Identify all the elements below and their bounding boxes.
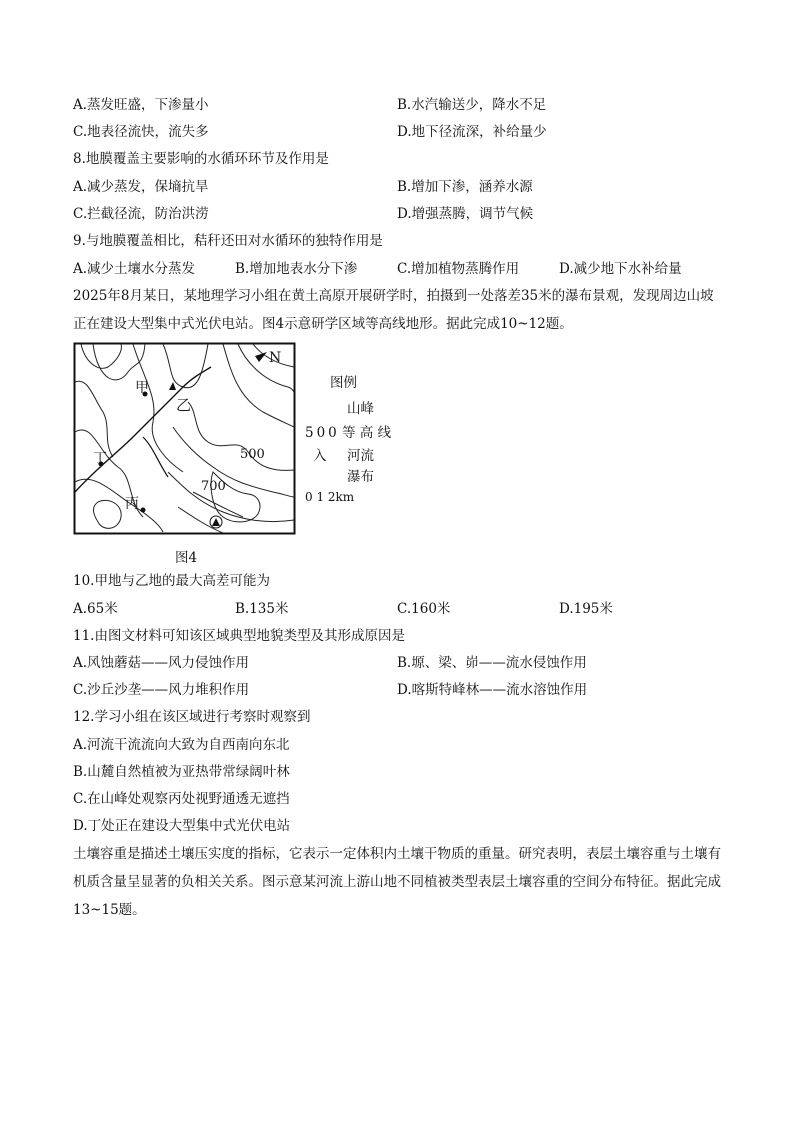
q8-option-a: A.减少蒸发，保墒抗旱 xyxy=(73,179,209,195)
contour-map-drawing xyxy=(73,342,313,537)
waterfall-mark xyxy=(169,382,176,390)
q8-stem: 8.地膜覆盖主要影响的水循环环节及作用是 xyxy=(73,151,329,167)
q10-stem: 10.甲地与乙地的最大高差可能为 xyxy=(73,573,270,589)
north-arrow-icon xyxy=(255,352,267,362)
legend-waterfall: 瀑布 xyxy=(347,469,374,485)
q12-option-c: C.在山峰处观察丙处视野通透无遮挡 xyxy=(73,791,290,807)
figure-caption: 图4 xyxy=(175,550,198,566)
intro-paragraph-2: 土壤容重是描述土壤压实度的指标，它表示一定体积内土壤干物质的重量。研究表明，表层土壤容重与土壤有机质含量呈显著的负相关关系。图示意某河流上游山地不同植被类型表层土壤容重的空间分布特征。据此完成13~15题。 xyxy=(73,846,721,918)
q11-option-a: A.风蚀蘑菇——风力侵蚀作用 xyxy=(73,655,250,671)
q9-stem: 9.与地膜覆盖相比，秸秆还田对水循环的独特作用是 xyxy=(73,233,383,249)
q12-option-d: D.丁处正在建设大型集中式光伏电站 xyxy=(73,818,291,834)
q11-stem: 11.由图文材料可知该区域典型地貌类型及其形成原因是 xyxy=(73,628,405,644)
legend-title: 图例 xyxy=(330,375,357,391)
legend-river-symbol: 入 xyxy=(313,448,327,464)
intro-paragraph-1: 2025年8月某日，某地理学习小组在黄土高原开展研学时，拍摄到一处落差35米的瀑布景观，发现周边山坡正在建设大型集中式光伏电站。图4示意研学区域等高线地形。据此完成10~12题。 xyxy=(73,288,714,332)
q9-option-c: C.增加植物蒸腾作用 xyxy=(397,261,520,277)
legend-peak: 山峰 xyxy=(347,401,374,417)
q7-option-a: A.蒸发旺盛，下渗量小 xyxy=(73,97,209,113)
q7-option-b: B.水汽输送少，降水不足 xyxy=(397,97,547,113)
label-ding: 丁 xyxy=(93,451,107,467)
q10-option-a: A.65米 xyxy=(73,601,118,617)
q12-option-a: A.河流干流流向大致为自西南向东北 xyxy=(73,737,290,753)
contour-lines xyxy=(75,344,294,533)
peak-icon xyxy=(212,518,220,526)
q9-option-d: D.减少地下水补给量 xyxy=(559,261,682,277)
q8-option-b: B.增加下渗，涵养水源 xyxy=(397,179,533,195)
legend-contour-value: 500 xyxy=(305,425,340,441)
label-yi: 乙 xyxy=(176,396,192,414)
q10-option-c: C.160米 xyxy=(397,601,451,617)
contour-map xyxy=(73,342,313,537)
label-bing: 丙 xyxy=(125,496,139,512)
q9-option-a: A.减少土壤水分蒸发 xyxy=(73,261,196,277)
q11-option-c: C.沙丘沙垄——风力堆积作用 xyxy=(73,682,250,698)
q8-option-d: D.增强蒸腾，调节气候 xyxy=(397,206,534,222)
point-bing xyxy=(141,508,146,513)
q12-option-b: B.山麓自然植被为亚热带常绿阔叶林 xyxy=(73,764,290,780)
legend-river: 河流 xyxy=(347,448,374,464)
legend-contour: 等 高 线 xyxy=(342,425,392,441)
label-jia: 甲 xyxy=(135,380,149,396)
q11-option-b: B.塬、梁、峁——流水侵蚀作用 xyxy=(397,655,587,671)
q9-option-b: B.增加地表水分下渗 xyxy=(235,261,358,277)
legend-scale: 0 1 2km xyxy=(305,490,355,504)
q10-option-d: D.195米 xyxy=(559,601,613,617)
q11-option-d: D.喀斯特峰林——流水溶蚀作用 xyxy=(397,682,588,698)
q12-stem: 12.学习小组在该区域进行考察时观察到 xyxy=(73,709,311,725)
contour-label-500: 500 xyxy=(240,447,265,462)
q8-option-c: C.拦截径流，防治洪涝 xyxy=(73,206,209,222)
q7-option-d: D.地下径流深，补给量少 xyxy=(397,124,547,140)
q10-option-b: B.135米 xyxy=(235,601,289,617)
contour-label-700: 700 xyxy=(201,479,226,494)
north-label: N xyxy=(269,350,282,366)
q7-option-c: C.地表径流快，流失多 xyxy=(73,124,209,140)
